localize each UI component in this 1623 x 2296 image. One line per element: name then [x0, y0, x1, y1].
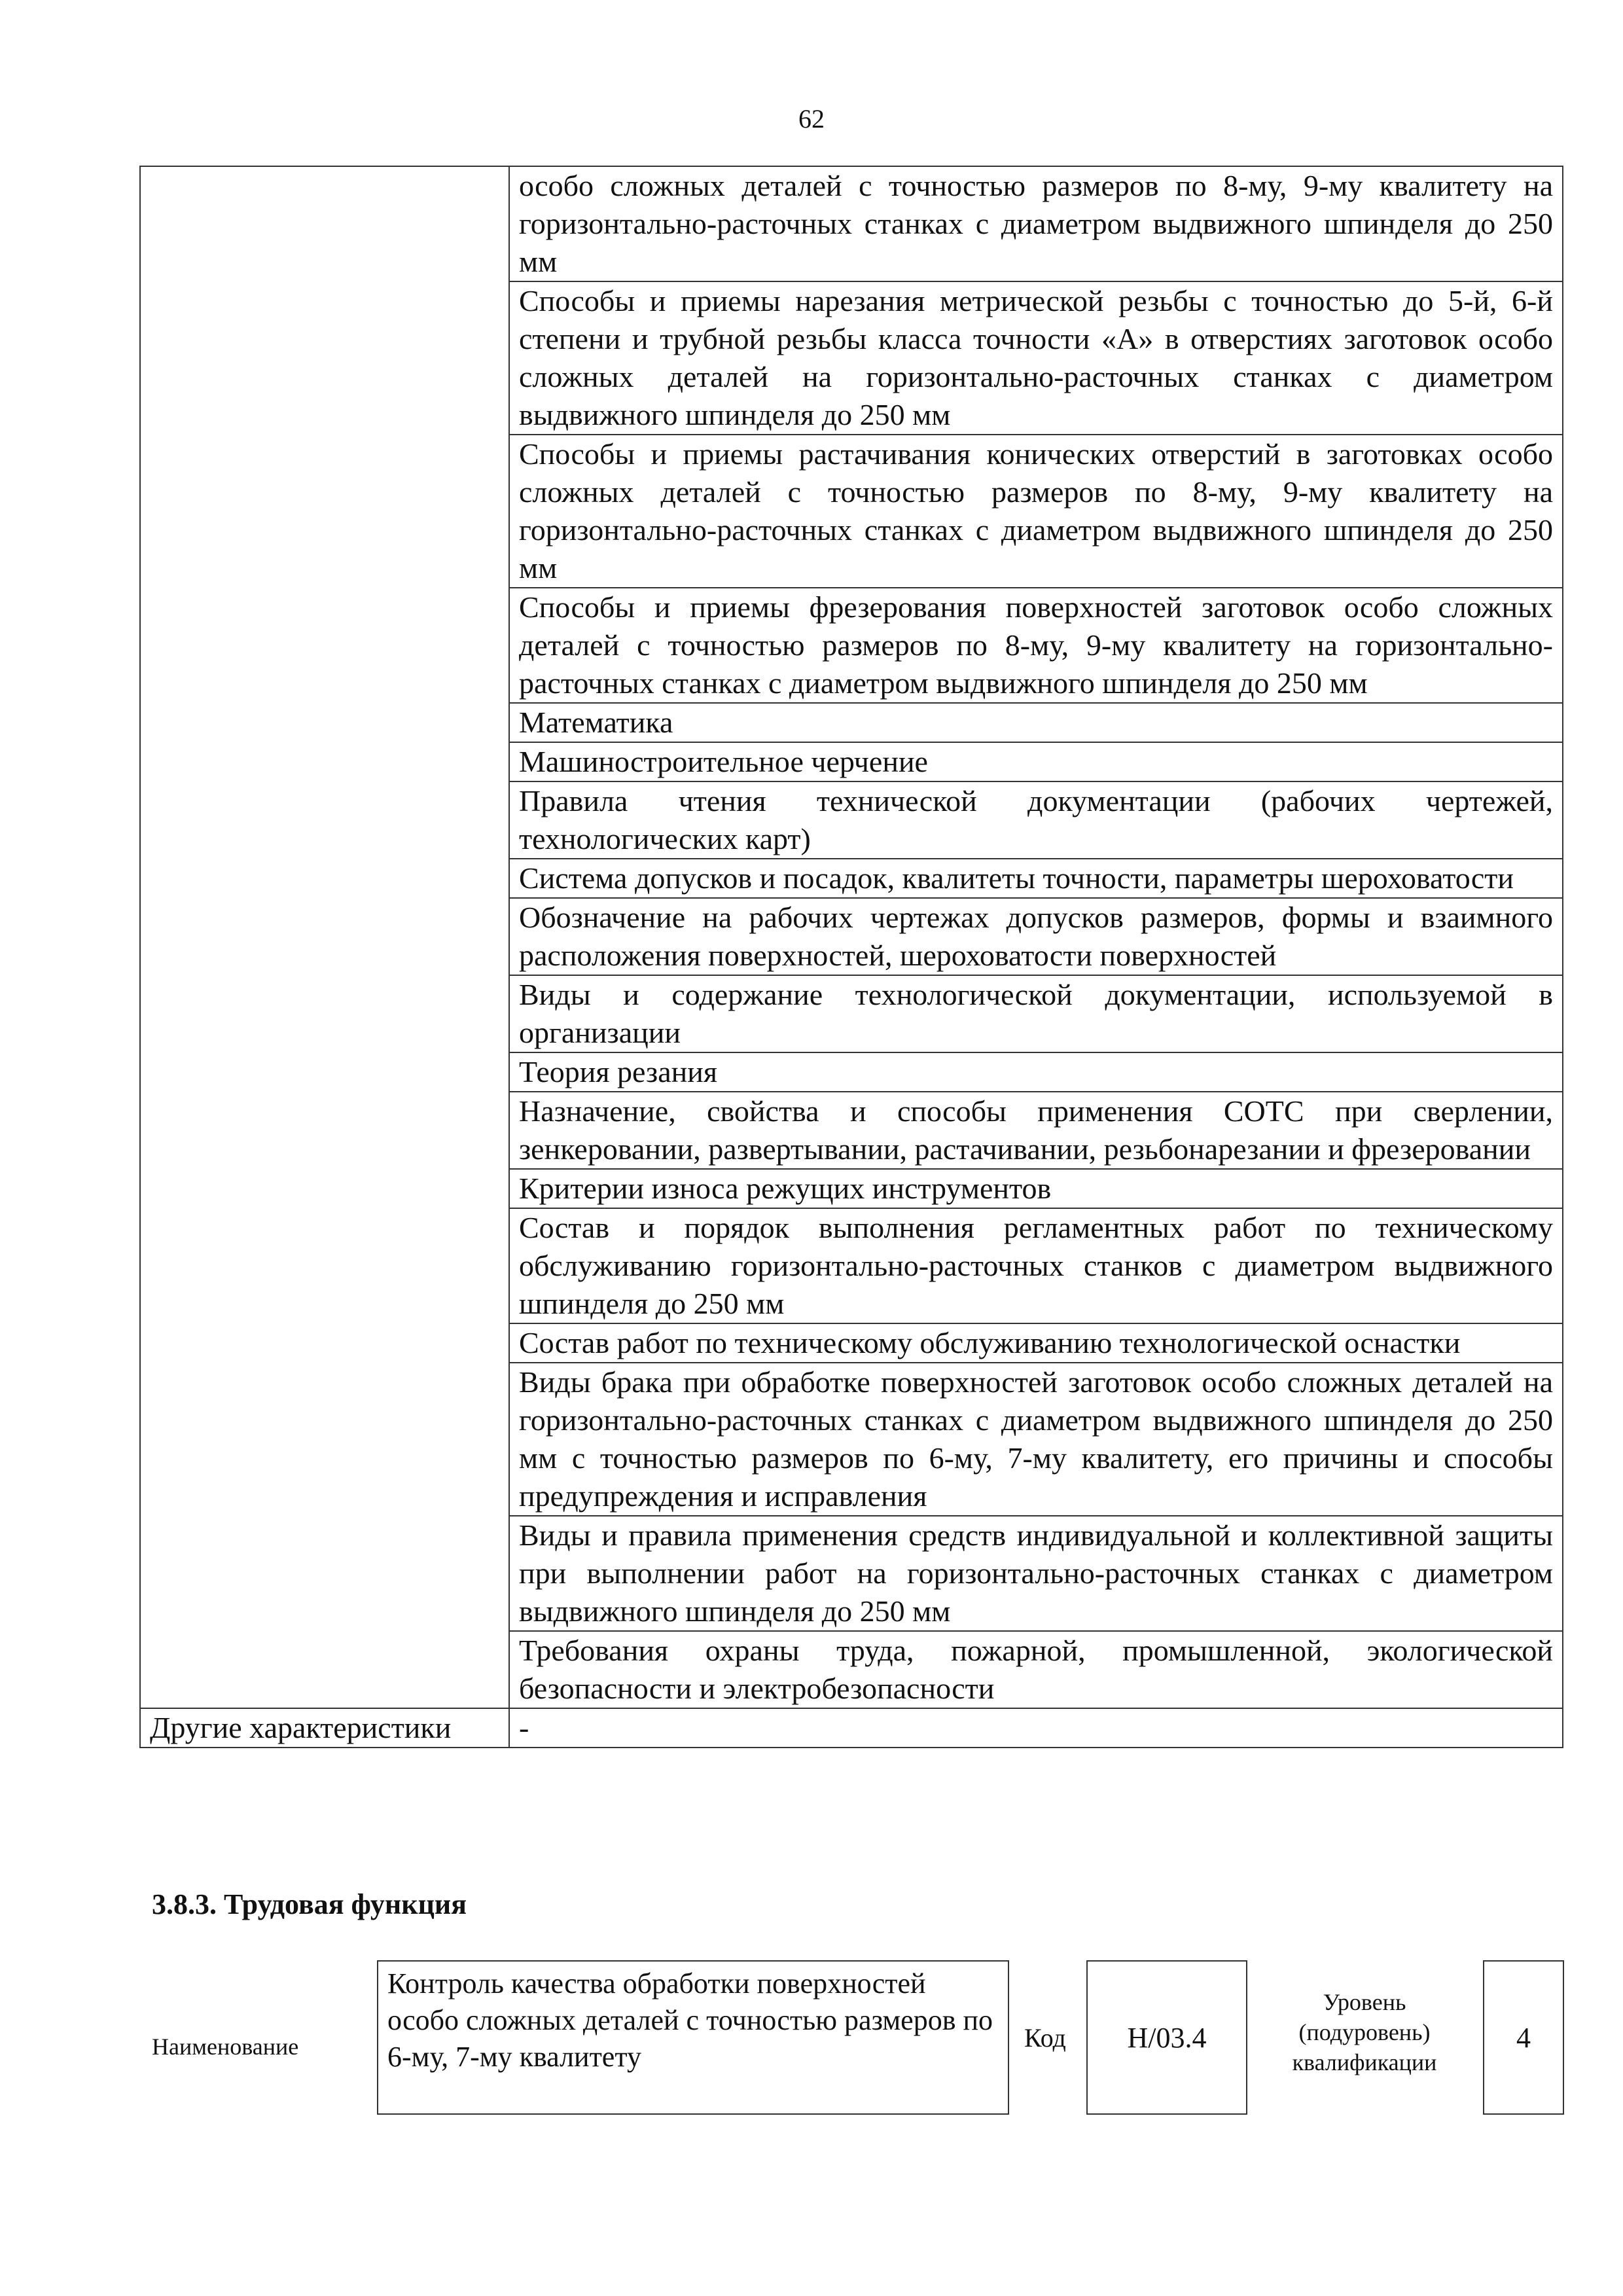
table-cell: Виды и правила применения средств индивидуальной и коллективной защиты при выполнении работ на горизонтально-расточных станках с диаметром выдвижного шпинделя до 250 мм [509, 1516, 1563, 1631]
table-cell: особо сложных деталей с точностью размеров по 8-му, 9-му квалитету на горизонтально-расточных станках с диаметром выдвижного шпинделя до 250 мм [509, 166, 1563, 281]
table-row [140, 166, 1563, 281]
code-value: H/03.4 [1127, 2021, 1207, 2054]
table-cell: Машиностроительное черчение [509, 742, 1563, 781]
level-label: Уровень (подуровень) квалификации [1292, 1989, 1437, 2075]
section-heading: 3.8.3. Трудовая функция [152, 1888, 467, 1920]
left-merged-cell [140, 166, 509, 1708]
table-cell: Требования охраны труда, пожарной, промышленной, экологической безопасности и электробезопасности [509, 1631, 1563, 1708]
table-cell: Критерии износа режущих инструментов [509, 1169, 1563, 1208]
table-cell: Виды и содержание технологической документации, используемой в организации [509, 975, 1563, 1052]
function-name-value: Контроль качества обработки поверхностей особо сложных деталей с точностью размеров по 6-му, 7-му квалитету [387, 1967, 993, 2073]
page-number: 62 [798, 104, 825, 134]
level-value: 4 [1516, 2021, 1531, 2054]
table-cell: Состав и порядок выполнения регламентных работ по техническому обслуживанию горизонтально-расточных станков с диаметром выдвижного шпинделя до 250 мм [509, 1208, 1563, 1323]
other-characteristics-label: Другие характеристики [140, 1708, 509, 1748]
table-cell: Правила чтения технической документации (рабочих чертежей, технологических карт) [509, 781, 1563, 859]
table-cell: Система допусков и посадок, квалитеты точности, параметры шероховатости [509, 859, 1563, 898]
other-characteristics-value: - [509, 1708, 1563, 1748]
table-cell: Состав работ по техническому обслуживанию технологической оснастки [509, 1323, 1563, 1363]
name-label: Наименование [152, 2034, 299, 2060]
table-cell: Назначение, свойства и способы применения СОТС при сверлении, зенкеровании, развертывании, растачивании, резьбонарезании и фрезеровании [509, 1092, 1563, 1169]
table-cell: Обозначение на рабочих чертежах допусков размеров, формы и взаимного расположения поверхностей, шероховатости поверхностей [509, 898, 1563, 975]
table-cell: Теория резания [509, 1052, 1563, 1092]
other-characteristics-row [140, 1708, 1563, 1748]
level-box [1483, 1960, 1564, 2115]
code-label: Код [1024, 2023, 1066, 2053]
table-cell: Математика [509, 703, 1563, 742]
requirements-table [139, 166, 1563, 1748]
table-cell: Виды брака при обработке поверхностей заготовок особо сложных деталей на горизонтально-расточных станках с диаметром выдвижного шпинделя до 250 мм с точностью размеров по 6-му, 7-му квалитету, его причины и способы предупреждения и исправления [509, 1363, 1563, 1516]
table-cell: Способы и приемы растачивания конических отверстий в заготовках особо сложных деталей с точностью размеров по 8-му, 9-му квалитету на горизонтально-расточных станках с диаметром выдвижного шпинделя до 250 мм [509, 435, 1563, 588]
table-cell: Способы и приемы фрезерования поверхностей заготовок особо сложных деталей с точностью размеров по 8-му, 9-му квалитету на горизонтально-расточных станках с диаметром выдвижного шпинделя до 250 мм [509, 588, 1563, 703]
function-name-box [377, 1960, 1009, 2115]
table-cell: Способы и приемы нарезания метрической резьбы с точностью до 5-й, 6-й степени и трубной резьбы класса точности «А» в отверстиях заготовок особо сложных деталей на горизонтально-расточных станках с диаметром выдвижного шпинделя до 250 мм [509, 281, 1563, 435]
code-box [1086, 1960, 1247, 2115]
